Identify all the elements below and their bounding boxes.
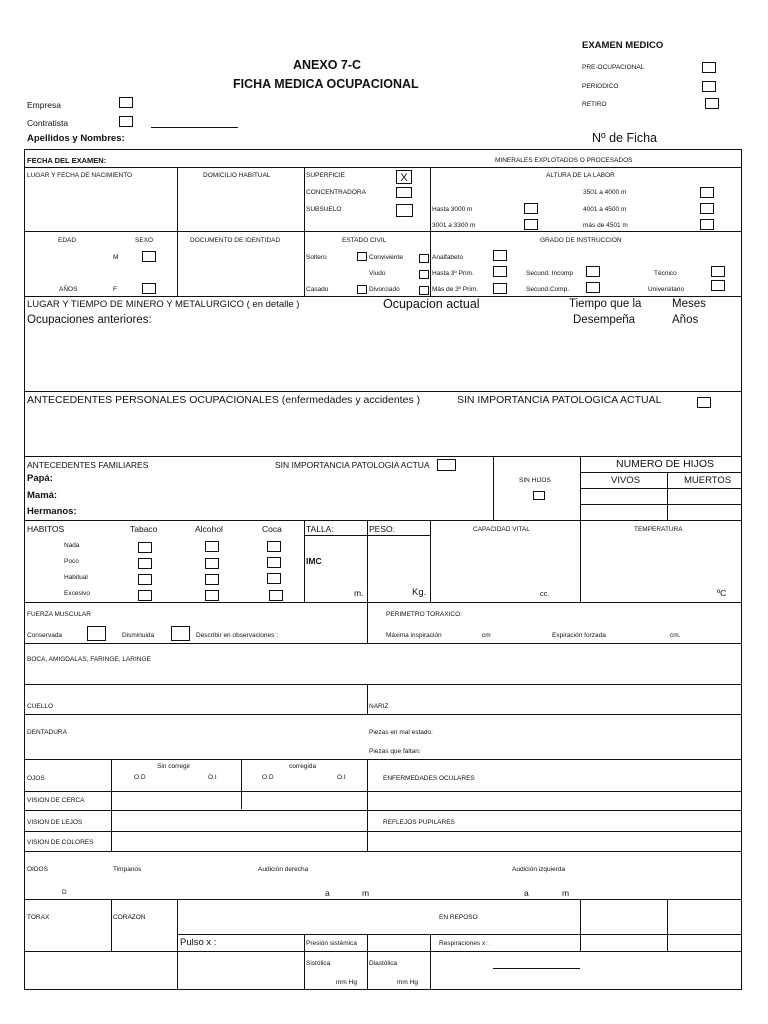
- col-line: [367, 934, 368, 990]
- altura-4001-4500: 4001 a 4500 m: [583, 206, 627, 213]
- contratista-line: [151, 127, 238, 128]
- anos-ocupacion-label: Años: [672, 314, 699, 326]
- checkbox-coca-excesivo[interactable]: [269, 590, 283, 601]
- checkbox-coca-nada[interactable]: [267, 541, 281, 552]
- superficie-label: SUPERFICIE: [306, 172, 346, 179]
- checkbox-coca-habitual[interactable]: [267, 573, 281, 584]
- exam-option-periodico: PERIODICO: [582, 83, 619, 90]
- sin-corregir-oi: O.I: [208, 774, 217, 781]
- col-line: [367, 684, 368, 714]
- col-line: [430, 520, 431, 602]
- sin-importancia-familiar-label: SIN IMPORTANCIA PATOLOGIA ACTUA: [275, 460, 430, 470]
- respiraciones-label: Respiraciones x :: [439, 940, 489, 947]
- peso-label: PESO:: [369, 524, 395, 534]
- sin-hijos-label: SIN HIJOS: [519, 477, 551, 484]
- tabaco-label: Tabaco: [130, 524, 158, 534]
- checkbox-alcohol-poco[interactable]: [205, 558, 219, 569]
- row-line: [24, 810, 742, 811]
- row-line: [24, 520, 742, 521]
- lugar-tiempo-label: LUGAR Y TIEMPO DE MINERO Y METALURGICO ( en detalle ): [27, 299, 300, 310]
- sin-corregir-od: O.D: [134, 774, 146, 781]
- oidos-label: OIDOS: [27, 866, 48, 873]
- izquierda-a: a: [524, 888, 529, 898]
- empresa-label: Empresa: [27, 100, 62, 110]
- derecha-m: m: [362, 888, 370, 898]
- checkbox-analfabeto[interactable]: [493, 250, 507, 261]
- checkbox-sin-hijos[interactable]: [533, 491, 545, 500]
- ocupacion-actual-label: Ocupacion actual: [383, 297, 480, 311]
- peso-underline: [367, 535, 430, 536]
- checkbox-conviviente[interactable]: [419, 254, 429, 263]
- checkbox-divorciado[interactable]: [419, 286, 429, 295]
- checkbox-sin-importancia-familiar[interactable]: [437, 459, 456, 471]
- row-line: [24, 391, 742, 392]
- checkbox-viudo[interactable]: [419, 270, 429, 279]
- sistolica-mmhg: mm Hg: [336, 979, 357, 986]
- sexo-f-label: F: [113, 286, 117, 293]
- estado-civil-label: ESTADO CIVIL: [342, 237, 387, 244]
- altura-hasta-3000: Hasta 3000 m: [432, 206, 473, 213]
- izquierda-m: m: [562, 888, 570, 898]
- row-line: [24, 951, 742, 952]
- sin-importancia-label: SIN IMPORTANCIA PATOLOGICA ACTUAL: [457, 394, 662, 406]
- form-title: FICHA MEDICA OCUPACIONAL: [233, 77, 419, 91]
- soltero-label: Soltero: [306, 254, 327, 261]
- talla-unit: m.: [354, 588, 364, 598]
- checkbox-disminuida[interactable]: [171, 626, 190, 641]
- checkbox-retiro[interactable]: [705, 98, 719, 109]
- col-line: [580, 520, 581, 602]
- enfermedades-oculares-label: ENFERMEDADES OCULARES: [383, 775, 475, 782]
- checkbox-conservada[interactable]: [87, 626, 106, 641]
- alcohol-label: Alcohol: [195, 524, 223, 534]
- ficha-number-label: Nº de Ficha: [592, 131, 658, 145]
- tiempo-label: Tiempo que la: [569, 298, 642, 310]
- checkbox-sexo-f[interactable]: [142, 283, 156, 294]
- boca-label: BOCA, AMIGDALAS, FARINGE, LARINGE: [27, 656, 151, 663]
- sin-corregir-label: Sin corregir: [157, 763, 191, 770]
- checkbox-casado[interactable]: [357, 285, 367, 294]
- vivos-label: VIVOS: [611, 475, 641, 486]
- checkbox-mas-3-prim[interactable]: [493, 283, 507, 294]
- presion-sistemica-label: Presión sistémica: [306, 940, 357, 947]
- grado-instruccion-label: GRADO DE INSTRUCCION: [540, 237, 622, 244]
- conviviente-label: Conviviente: [369, 254, 403, 261]
- col-line: [367, 520, 368, 602]
- coca-label: Coca: [262, 524, 282, 534]
- row-line: [24, 791, 742, 792]
- col-line: [580, 899, 581, 951]
- row-line: [24, 831, 742, 832]
- checkbox-tabaco-nada[interactable]: [138, 542, 152, 553]
- col-line: [367, 602, 368, 643]
- universitario-label: Universitario: [648, 286, 685, 293]
- checkbox-3001-3300[interactable]: [524, 219, 538, 230]
- papa-label: Papá:: [27, 473, 53, 484]
- audicion-derecha-label: Audición derecha: [258, 866, 309, 873]
- col-line: [111, 899, 112, 951]
- habitos-label: HABITOS: [27, 524, 65, 534]
- checkbox-preocupacional[interactable]: [702, 62, 716, 73]
- col-line: [177, 899, 178, 990]
- torax-label: TORAX: [27, 914, 50, 921]
- sub-line: [580, 504, 742, 505]
- sub-line: [580, 488, 742, 489]
- conservada-label: Conservada: [27, 632, 63, 639]
- ocupaciones-anteriores-label: Ocupaciones anteriores:: [27, 314, 152, 326]
- checkbox-tabaco-habitual[interactable]: [138, 574, 152, 585]
- corregida-label: corregida: [289, 763, 317, 770]
- checkbox-tecnico[interactable]: [711, 266, 725, 277]
- en-reposo-label: EN REPOSO: [439, 914, 478, 921]
- pulso-label: Pulso x :: [180, 937, 217, 948]
- checkbox-sin-importancia-personal[interactable]: [697, 397, 711, 408]
- checkbox-mas-4501[interactable]: [700, 219, 714, 230]
- col-line: [241, 759, 242, 809]
- nariz-label: NARIZ: [369, 703, 389, 710]
- col-line: [304, 167, 305, 296]
- checkbox-superficie[interactable]: X: [396, 170, 412, 184]
- cuello-label: CUELLO: [27, 703, 54, 710]
- altura-mas-4501: más de 4501 m: [583, 222, 628, 229]
- corregida-oi: O.I: [337, 774, 346, 781]
- vision-cerca-label: VISION DE CERCA: [27, 797, 85, 804]
- col-line: [493, 456, 494, 520]
- viudo-label: Viudo: [369, 270, 386, 277]
- edad-label: EDAD: [58, 237, 77, 244]
- dentadura-label: DENTADURA: [27, 729, 67, 736]
- talla-label: TALLA:: [306, 524, 334, 534]
- col-line: [304, 520, 305, 602]
- sub-line: [177, 934, 742, 935]
- tecnico-label: Técnico: [654, 270, 677, 277]
- checkbox-alcohol-habitual[interactable]: [205, 574, 219, 585]
- diastolica-label: Diastólica: [369, 960, 398, 967]
- exam-type-title: EXAMEN MEDICO: [582, 40, 664, 51]
- oidos-d-label: D: [62, 889, 67, 896]
- corazon-label: CORAZON: [113, 914, 146, 921]
- perimetro-toraxico-label: PERIMETRO TORAXICO:: [386, 611, 462, 618]
- sistolica-label: Sistólica: [306, 960, 331, 967]
- checkbox-concentradora[interactable]: [396, 187, 412, 198]
- checkbox-universitario[interactable]: [711, 280, 725, 291]
- antecedentes-personales-label: ANTECEDENTES PERSONALES OCUPACIONALES (enfermedades y accidentes ): [27, 394, 421, 406]
- documento-label: DOCUMENTO DE IDENTIDAD: [190, 237, 281, 244]
- contratista-label: Contratista: [27, 118, 69, 128]
- temperatura-unit: ºC: [717, 588, 727, 598]
- col-line: [430, 167, 431, 296]
- sub-line: [580, 472, 742, 473]
- divorciado-label: Divorciado: [369, 286, 400, 293]
- reflejos-pupilares-label: REFLEJOS PUPILARES: [383, 819, 455, 826]
- piezas-faltan-label: Piezas que faltan:: [369, 748, 421, 755]
- col-line: [304, 934, 305, 990]
- checkbox-subsuelo[interactable]: [396, 204, 413, 217]
- altura-3501-4000: 3501 a 4000 m: [583, 189, 627, 196]
- checkbox-coca-poco[interactable]: [267, 557, 281, 568]
- checkbox-tabaco-excesivo[interactable]: [138, 590, 152, 601]
- analfabeto-label: Analfabeto: [432, 254, 464, 261]
- diastolica-mmhg: mm Hg: [397, 979, 418, 986]
- numero-hijos-label: NUMERO DE HIJOS: [616, 458, 715, 470]
- domicilio-label: DOMICILIO HABITUAL: [203, 172, 271, 179]
- muertos-label: MUERTOS: [684, 475, 732, 486]
- row-line: [24, 684, 742, 685]
- row-line: [24, 851, 742, 852]
- hermanos-label: Hermanos:: [27, 506, 77, 517]
- checkbox-alcohol-nada[interactable]: [205, 541, 219, 552]
- mama-label: Mamá:: [27, 490, 58, 501]
- desempena-label: Desempeña: [573, 314, 636, 326]
- casado-label: Casado: [306, 286, 329, 293]
- row-line: [24, 167, 742, 168]
- checkbox-secund-incomp[interactable]: [586, 266, 600, 277]
- altura-labor-label: ALTURA DE LA LABOR: [546, 172, 615, 179]
- fecha-examen-label: FECHA DEL EXAMEN:: [27, 156, 107, 165]
- mas-3-prim-label: Más de 3º Prim.: [432, 286, 479, 293]
- exam-option-retiro: RETIRO: [582, 101, 607, 108]
- lugar-nacimiento-label: LUGAR Y FECHA DE NACIMIENTO: [27, 172, 133, 179]
- row-line: [24, 602, 742, 603]
- habito-poco-label: Poco: [64, 558, 79, 565]
- ojos-label: OJOS: [27, 775, 45, 782]
- disminuida-label: Disminuida: [122, 632, 155, 639]
- timpanos-label: Timpanos: [113, 866, 142, 873]
- maxima-cm-unit: cm: [482, 632, 491, 639]
- hasta-3-prim-label: Hasta 3º Prim.: [432, 270, 474, 277]
- vision-colores-label: VISION DE COLORES: [27, 839, 94, 846]
- row-line: [24, 231, 742, 232]
- expiracion-forzada-label: Expiración forzada: [552, 632, 606, 639]
- habito-nada-label: Nada: [64, 542, 80, 549]
- row-line: [24, 759, 742, 760]
- exam-option-preocupacional: PRE-OCUPACIONAL: [582, 64, 645, 71]
- col-line: [177, 167, 178, 296]
- concentradora-label: CONCENTRADORA: [306, 189, 366, 196]
- habito-habitual-label: Habitual: [64, 574, 88, 581]
- checkbox-4001-4500[interactable]: [700, 203, 714, 214]
- col-line: [367, 759, 368, 851]
- checkbox-3501-4000[interactable]: [700, 187, 714, 198]
- sexo-label: SEXO: [135, 237, 154, 244]
- checkbox-hasta-3-prim[interactable]: [493, 266, 507, 277]
- checkbox-secund-comp[interactable]: [586, 282, 600, 293]
- expiracion-cm-unit: cm.: [670, 632, 681, 639]
- checkbox-sexo-m[interactable]: [142, 251, 156, 262]
- capacidad-unit: cc.: [540, 589, 550, 598]
- minerales-label: MINERALES EXPLOTADOS O PROCESADOS: [495, 157, 633, 164]
- audicion-izquierda-label: Audición izquierda: [512, 866, 566, 873]
- checkbox-alcohol-excesivo[interactable]: [205, 590, 219, 601]
- talla-underline: [304, 535, 367, 536]
- temperatura-label: TEMPERATURA: [634, 526, 683, 533]
- col-line: [667, 472, 668, 520]
- sexo-m-label: M: [113, 254, 119, 261]
- subsuelo-label: SUBSUELO: [306, 206, 342, 213]
- col-line: [430, 934, 431, 990]
- checkbox-empresa[interactable]: [119, 97, 133, 108]
- piezas-mal-estado-label: Piezas en mal estado:: [369, 729, 433, 736]
- secund-incomp-label: Secund. Incomp: [526, 270, 573, 277]
- apellidos-label: Apellidos y Nombres:: [27, 133, 125, 144]
- col-line: [111, 759, 112, 851]
- capacidad-vital-label: CAPACIDAD VITAL: [473, 526, 530, 533]
- sub-line: [493, 968, 580, 969]
- row-line: [24, 456, 742, 457]
- checkbox-contratista[interactable]: [119, 116, 133, 127]
- derecha-a: a: [325, 888, 330, 898]
- row-line: [24, 714, 742, 715]
- checkbox-soltero[interactable]: [357, 252, 367, 261]
- describir-label: Describir en observaciones :: [196, 632, 279, 639]
- checkbox-hasta-3000[interactable]: [524, 203, 538, 214]
- peso-unit: Kg.: [412, 587, 427, 598]
- fuerza-muscular-label: FUERZA MUSCULAR: [27, 611, 91, 618]
- annex-label: ANEXO 7-C: [293, 58, 362, 72]
- imc-label: IMC: [306, 556, 322, 566]
- meses-label: Meses: [672, 298, 706, 310]
- checkbox-tabaco-poco[interactable]: [138, 558, 152, 569]
- row-line: [24, 643, 742, 644]
- row-line: [24, 899, 742, 900]
- checkbox-periodico[interactable]: [702, 81, 716, 92]
- antecedentes-familiares-label: ANTECEDENTES FAMILIARES: [27, 460, 149, 470]
- maxima-inspiracion-label: Máxima inspiración: [386, 632, 442, 639]
- habito-excesivo-label: Excesivo: [64, 590, 91, 597]
- altura-3001-3300: 3001 a 3300 m: [432, 222, 476, 229]
- anos-label: AÑOS: [59, 286, 78, 293]
- vision-lejos-label: VISION DE LEJOS: [27, 819, 83, 826]
- corregida-od: O.D: [262, 774, 274, 781]
- secund-comp-label: Secund.Comp.: [526, 286, 569, 293]
- col-line: [667, 899, 668, 951]
